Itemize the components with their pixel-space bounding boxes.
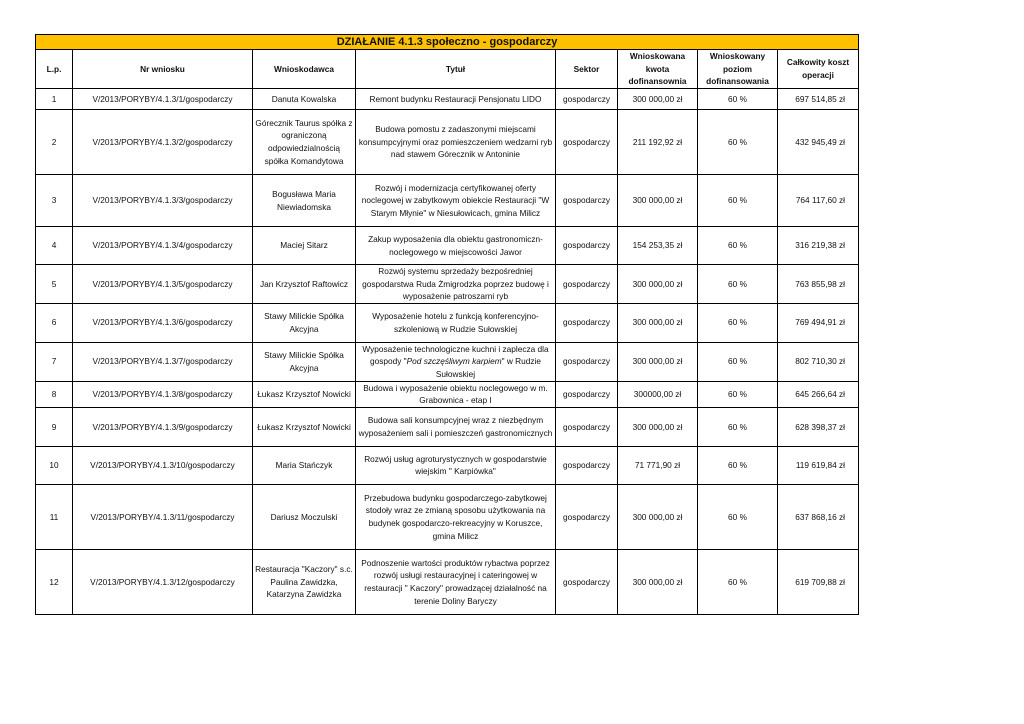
cell-sector: gospodarczy [556,89,618,110]
cell-applicant: Stawy Milickie Spółka Akcyjna [253,342,356,381]
header-poziom: Wnioskowany poziom dofinansowania [698,50,778,89]
header-wnioskodawca: Wnioskodawca [253,50,356,89]
cell-sector: gospodarczy [556,303,618,342]
cell-amount: 300 000,00 zł [618,342,698,381]
cell-title: Podnoszenie wartości produktów rybactwa poprzez rozwój usługi restauracyjnej i cateringowej w restauracji " Kaczory" prowadzącej działalność na terenie Doliny Baryczy [356,549,556,614]
cell-title: Budowa pomostu z zadaszonymi miejscami konsumpcyjnymi oraz pomieszczeniem wedzarni ryb nad stawem Górecznik w Antoninie [356,110,556,175]
cell-amount: 300 000,00 zł [618,549,698,614]
cell-level: 60 % [698,175,778,227]
cell-amount: 71 771,90 zł [618,446,698,484]
cell-applicant: Stawy Milickie Spółka Akcyjna [253,303,356,342]
cell-lp: 9 [36,407,73,446]
cell-total: 619 709,88 zł [778,549,859,614]
cell-sector: gospodarczy [556,110,618,175]
cell-lp: 1 [36,89,73,110]
table-row [36,381,859,407]
cell-lp: 10 [36,446,73,484]
grants-table [35,34,859,615]
cell-amount: 300 000,00 zł [618,89,698,110]
cell-nr: V/2013/PORYBY/4.1.3/6/gospodarczy [73,303,253,342]
cell-total: 769 494,91 zł [778,303,859,342]
cell-title: Wyposażenie hotelu z funkcją konferencyjno-szkoleniową w Rudzie Sułowskiej [356,303,556,342]
cell-nr: V/2013/PORYBY/4.1.3/4/gospodarczy [73,227,253,265]
cell-level: 60 % [698,265,778,304]
cell-level: 60 % [698,549,778,614]
header-row [36,50,859,89]
cell-total: 316 219,38 zł [778,227,859,265]
cell-sector: gospodarczy [556,381,618,407]
cell-nr: V/2013/PORYBY/4.1.3/7/gospodarczy [73,342,253,381]
cell-nr: V/2013/PORYBY/4.1.3/11/gospodarczy [73,484,253,549]
title-text-italic: Pod szczęśliwym karpiem [406,356,502,367]
cell-applicant: Jan Krzysztof Raftowicz [253,265,356,304]
cell-title: Rozwój usług agroturystycznych w gospodarstwie wiejskim " Karpiówka" [356,446,556,484]
header-sektor: Sektor [556,50,618,89]
table-row [36,110,859,175]
cell-sector: gospodarczy [556,407,618,446]
cell-title: Rozwój systemu sprzedaży bezpośredniej gospodarstwa Ruda Żmigrodzka poprzez budowę i wyposażenie patroszarni ryb [356,265,556,304]
cell-title: Remont budynku Restauracji Pensjonatu LIDO [356,89,556,110]
cell-level: 60 % [698,342,778,381]
cell-sector: gospodarczy [556,446,618,484]
table-row [36,175,859,227]
spreadsheet [35,34,858,615]
table-row [36,484,859,549]
cell-nr: V/2013/PORYBY/4.1.3/5/gospodarczy [73,265,253,304]
cell-applicant: Maciej Sitarz [253,227,356,265]
cell-level: 60 % [698,381,778,407]
cell-applicant: Łukasz Krzysztof Nowicki [253,381,356,407]
table-row [36,303,859,342]
cell-level: 60 % [698,484,778,549]
cell-sector: gospodarczy [556,175,618,227]
cell-total: 645 266,64 zł [778,381,859,407]
cell-nr: V/2013/PORYBY/4.1.3/2/gospodarczy [73,110,253,175]
cell-level: 60 % [698,89,778,110]
cell-lp: 6 [36,303,73,342]
table-title: DZIAŁANIE 4.1.3 społeczno - gospodarczy [36,35,859,50]
cell-amount: 300000,00 zł [618,381,698,407]
cell-applicant: Łukasz Krzysztof Nowicki [253,407,356,446]
cell-nr: V/2013/PORYBY/4.1.3/3/gospodarczy [73,175,253,227]
cell-level: 60 % [698,110,778,175]
cell-total: 763 855,98 zł [778,265,859,304]
cell-level: 60 % [698,303,778,342]
cell-lp: 8 [36,381,73,407]
cell-title: Budowa sali konsumpcyjnej wraz z niezbędnym wyposażeniem sali i pomieszczeń gastronomicznych [356,407,556,446]
cell-applicant: Danuta Kowalska [253,89,356,110]
cell-title [356,342,556,381]
header-lp: L.p. [36,50,73,89]
title-text-pre: Wyposażenie technologiczne kuchni i zaplecza dla gospody " [362,343,549,367]
cell-total: 802 710,30 zł [778,342,859,381]
table-row [36,342,859,381]
cell-sector: gospodarczy [556,265,618,304]
cell-total: 697 514,85 zł [778,89,859,110]
cell-total: 628 398,37 zł [778,407,859,446]
cell-amount: 300 000,00 zł [618,265,698,304]
cell-amount: 211 192,92 zł [618,110,698,175]
cell-title: Rozwój i modernizacja certyfikowanej oferty noclegowej w zabytkowym obiekcie Restauracji "W Starym Młynie" w Niesułowicach, gmina Milicz [356,175,556,227]
table-row [36,265,859,304]
table-row [36,227,859,265]
cell-nr: V/2013/PORYBY/4.1.3/8/gospodarczy [73,381,253,407]
cell-total: 432 945,49 zł [778,110,859,175]
cell-applicant: Maria Stańczyk [253,446,356,484]
cell-lp: 5 [36,265,73,304]
cell-total: 119 619,84 zł [778,446,859,484]
cell-lp: 7 [36,342,73,381]
cell-sector: gospodarczy [556,227,618,265]
cell-sector: gospodarczy [556,484,618,549]
cell-level: 60 % [698,227,778,265]
cell-sector: gospodarczy [556,549,618,614]
cell-amount: 154 253,35 zł [618,227,698,265]
cell-total: 637 868,16 zł [778,484,859,549]
title-text-post: " w Rudzie Sułowskiej [435,356,541,380]
cell-amount: 300 000,00 zł [618,484,698,549]
cell-level: 60 % [698,407,778,446]
cell-title: Przebudowa budynku gospodarczego-zabytkowej stodoły wraz ze zmianą sposobu użytkowania na budynek gospodarczo-rekreacyjny w Koruszce, gmina Milicz [356,484,556,549]
cell-amount: 300 000,00 zł [618,175,698,227]
cell-lp: 4 [36,227,73,265]
cell-title: Budowa i wyposażenie obiektu noclegowego w m. Grabownica - etap I [356,381,556,407]
cell-amount: 300 000,00 zł [618,303,698,342]
cell-nr: V/2013/PORYBY/4.1.3/9/gospodarczy [73,407,253,446]
table-row [36,549,859,614]
cell-sector: gospodarczy [556,342,618,381]
cell-nr: V/2013/PORYBY/4.1.3/10/gospodarczy [73,446,253,484]
table-row [36,407,859,446]
header-nr-wniosku: Nr wniosku [73,50,253,89]
cell-applicant: Restauracja "Kaczory" s.c. Paulina Zawidzka, Katarzyna Zawidzka [253,549,356,614]
cell-amount: 300 000,00 zł [618,407,698,446]
cell-lp: 12 [36,549,73,614]
cell-nr: V/2013/PORYBY/4.1.3/12/gospodarczy [73,549,253,614]
cell-applicant: Górecznik Taurus spółka z ograniczoną odpowiedzialnością spółka Komandytowa [253,110,356,175]
cell-lp: 2 [36,110,73,175]
cell-lp: 11 [36,484,73,549]
cell-applicant: Dariusz Moczulski [253,484,356,549]
header-koszt: Całkowity koszt operacji [778,50,859,89]
cell-level: 60 % [698,446,778,484]
header-tytul: Tytuł [356,50,556,89]
table-row [36,89,859,110]
table-row [36,446,859,484]
cell-title: Zakup wyposażenia dla obiektu gastronomiczn-noclegowego w miejscowości Jawor [356,227,556,265]
header-kwota: Wnioskowana kwota dofinansownia [618,50,698,89]
cell-applicant: Bogusława Maria Niewiadomska [253,175,356,227]
cell-total: 764 117,60 zł [778,175,859,227]
cell-lp: 3 [36,175,73,227]
cell-nr: V/2013/PORYBY/4.1.3/1/gospodarczy [73,89,253,110]
